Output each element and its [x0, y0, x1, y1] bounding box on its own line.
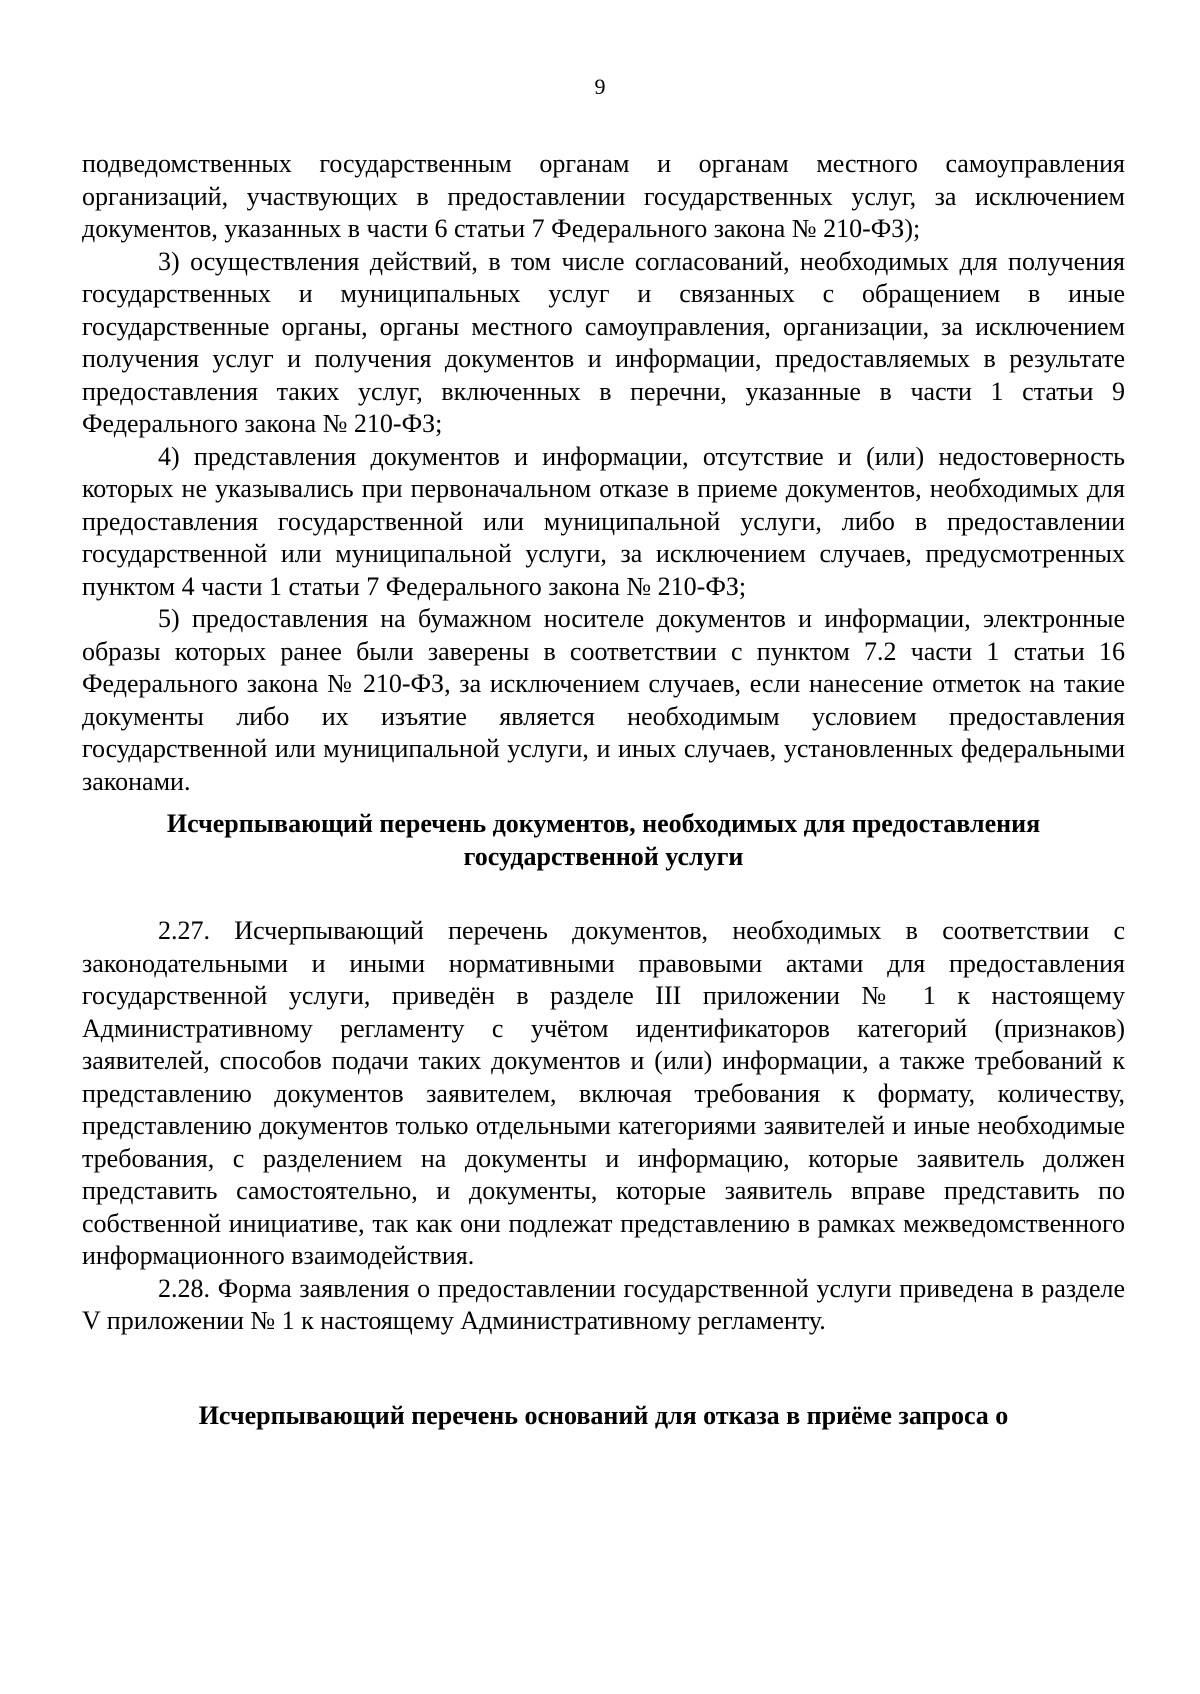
section-heading-documents-line2: государственной услуги: [463, 841, 744, 871]
paragraph-item-4: 4) представления документов и информации, отсутствие и (или) недостоверность которых не указывались при первоначальном отказе в приеме документов, необходимых для предоставления государственной или муниципальной услуги, либо в предоставлении государственной или муниципальной услуги, за исключением случаев, предусмотренных пунктом 4 части 1 статьи 7 Федерального закона № 210-ФЗ;: [82, 441, 1125, 601]
document-body: [82, 148, 1125, 1432]
page-number: 9: [594, 74, 606, 99]
paragraph-item-3: 3) осуществления действий, в том числе согласований, необходимых для получения государственных и муниципальных услуг и связанных с обращением в иные государственные органы, органы местного самоуправления, организации, за исключением получения услуг и получения документов и информации, предоставляемых в результате предоставления таких услуг, включенных в перечни, указанные в части 1 статьи 9 Федерального закона № 210-ФЗ;: [82, 246, 1125, 438]
paragraph-2-28: 2.28. Форма заявления о предоставлении государственной услуги приведена в разделе V приложении № 1 к настоящему Административному регламенту.: [82, 1273, 1125, 1335]
section-heading-documents: [82, 808, 1125, 873]
paragraph-item-5: 5) предоставления на бумажном носителе документов и информации, электронные образы которых ранее были заверены в соответствии с пунктом 7.2 части 1 статьи 16 Федерального закона № 210-ФЗ, за исключением случаев, если нанесение отметок на такие документы либо их изъятие является необходимым условием предоставления государственной или муниципальной услуги, и иных случаев, установленных федеральными законами.: [82, 604, 1125, 796]
section-heading-documents-line1: Исчерпывающий перечень документов, необходимых для предоставления: [166, 809, 1041, 838]
section-heading-refusal: [82, 1400, 1125, 1433]
section-heading-refusal-line1: Исчерпывающий перечень оснований для отказа в приёме запроса о: [198, 1400, 1009, 1430]
paragraph-continuation: подведомственных государственным органам и органам местного самоуправления организаций, участвующих в предоставлении государственных услуг, за исключением документов, указанных в части 6 статьи 7 Федерального закона № 210-ФЗ);: [82, 149, 1125, 243]
paragraph-2-27: 2.27. Исчерпывающий перечень документов, необходимых в соответствии с законодательными и иными нормативными правовыми актами для предоставления государственной услуги, приведён в разделе III приложении № 1 к настоящему Административному регламенту с учётом идентификаторов категорий (признаков) заявителей, способов подачи таких документов и (или) информации, а также требований к представлению документов заявителем, включая требования к формату, количеству, представлению документов только отдельными категориями заявителей и иные необходимые требования, с разделением на документы и информацию, которые заявитель должен представить самостоятельно, и документы, которые заявитель вправе представить по собственной инициативе, так как они подлежат представлению в рамках межведомственного информационного взаимодействия.: [82, 916, 1125, 1270]
